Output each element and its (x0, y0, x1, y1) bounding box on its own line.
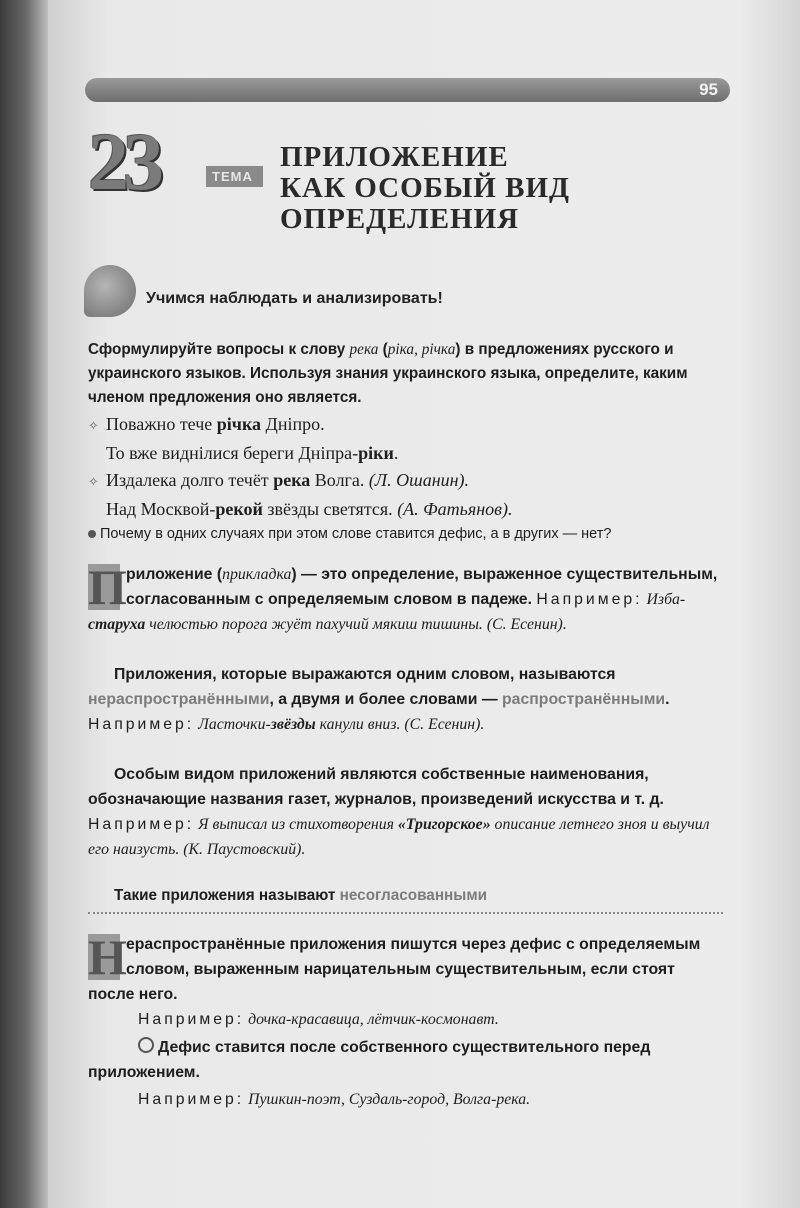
section-heading: Учимся наблюдать и анализировать! (146, 290, 443, 307)
page-title: ПРИЛОЖЕНИЕ КАК ОСОБЫЙ ВИД ОПРЕДЕЛЕНИЯ (280, 141, 570, 235)
drop-cap: П (88, 559, 127, 615)
question-text: Почему в одних случаях при этом слове ставится дефис, а в других — нет? (88, 522, 723, 546)
drop-cap: Н (88, 929, 127, 985)
list-item: Над Москвой-рекой звёзды светятся. (А. Фатьянов). (106, 499, 513, 519)
circle-bullet-icon (138, 1037, 154, 1053)
topic-label: ТЕМА (206, 166, 263, 187)
spelling-rule-2: Дефис ставится после собственного существительного перед приложением. (88, 1039, 651, 1081)
list-item: ✧ Издалека долго течёт река Волга. (Л. Ошанин). (88, 467, 723, 496)
observe-icon (84, 265, 136, 317)
spelling-rule: Н ераспространённые приложения пишутся через дефис с определяемым словом, выраженным нарицательным существительным, если стоят после него. (88, 929, 701, 1003)
rule-spread: Приложения, которые выражаются одним словом, называются нераспространёнными, а двумя и более словами — распространёнными. Например: Ласточки-звёзды канули вниз. (С. Есенин). (88, 666, 670, 733)
examples-block (88, 411, 723, 523)
topic-badge (88, 116, 278, 207)
topic-number: 23 (88, 116, 158, 207)
spelling-example-2: Например: Пушкин-поэт, Суздаль-город, Волга-река. (138, 1091, 531, 1108)
rule-definition: П риложение (прикладка) — это определение, выраженное существительным, согласованным с определяемым словом в падеже. Например: Изба-старуха челюстью порога жуёт пахучий мякиш тишины. (С. Есенин). (88, 559, 718, 633)
section-divider (88, 912, 723, 914)
list-item: ✧ Поважно тече річка Дніпро. (88, 411, 723, 440)
list-item: То вже виднілися береги Дніпра-ріки. (106, 443, 399, 463)
question-bullet-icon (88, 530, 96, 538)
rule-proper-names: Особым видом приложений являются собственные наименования, обозначающие названия газет, журналов, произведений искусства и т. д. Например: Я выписал из стихотворения «Тригорское» описание летнего зноя и выучил его наизусть. (К. Паустовский). (88, 766, 710, 858)
diamond-bullet-icon: ✧ (88, 419, 99, 434)
book-spine (0, 0, 48, 1208)
spelling-example-1: Например: дочка-красавица, лётчик-космонавт. (138, 1011, 499, 1028)
rule-nonagreed: Такие приложения называют несогласованными (114, 887, 488, 904)
task-text: Сформулируйте вопросы к слову река (ріка, річка) в предложениях русского и украинского языков. Используя знания украинского языка, определите, каким членом предложения оно является. (88, 341, 688, 406)
diamond-bullet-icon: ✧ (88, 475, 99, 490)
page-header-bar (85, 78, 730, 102)
page-number: 95 (699, 80, 718, 99)
